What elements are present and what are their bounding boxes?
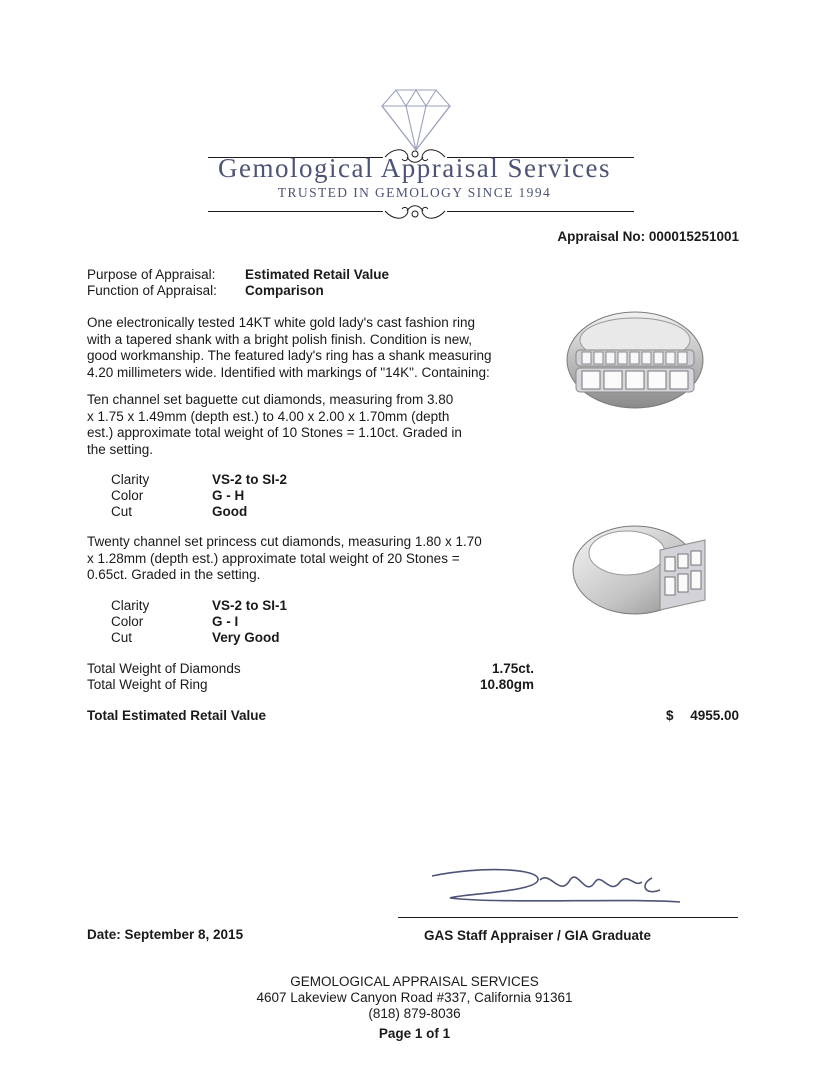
footer-phone: (818) 879-8036 — [368, 1006, 461, 1021]
footer-company: GEMOLOGICAL APPRAISAL SERVICES — [290, 974, 539, 989]
stone1-cut-label: Cut — [111, 504, 133, 519]
ring-photo-front — [560, 300, 710, 420]
stone1-line: est.) approximate total weight of 10 Stones = 1.10ct. Graded in — [87, 425, 462, 440]
stone2-color-label: Color — [111, 614, 144, 629]
stone1-color-label: Color — [111, 488, 144, 503]
total-ring-weight-label: Total Weight of Ring — [87, 677, 208, 692]
total-diamond-weight-label: Total Weight of Diamonds — [87, 661, 241, 676]
diamond-logo-icon — [380, 86, 452, 154]
stone2-description — [87, 534, 482, 584]
stone1-line: x 1.75 x 1.49mm (depth est.) to 4.00 x 2.00 x 1.70mm (depth — [87, 408, 450, 424]
stone2-line: 0.65ct. Graded in the setting. — [87, 567, 261, 582]
purpose-label: Purpose of Appraisal: — [87, 267, 216, 282]
stone1-color-value: G - H — [212, 488, 245, 503]
ring-photo-angle — [565, 515, 715, 625]
total-ring-weight-value: 10.80gm — [479, 677, 534, 692]
stone1-line: the setting. — [87, 441, 154, 457]
appraisal-date: Date: September 8, 2015 — [87, 927, 244, 942]
company-name: Gemological Appraisal Services — [218, 153, 611, 183]
stone2-line: x 1.28mm (depth est.) approximate total weight of 20 Stones = — [87, 550, 460, 566]
function-label: Function of Appraisal: — [87, 283, 217, 298]
stone2-color-value: G - I — [212, 614, 239, 629]
retail-value: 4955.00 — [690, 708, 739, 723]
purpose-value: Estimated Retail Value — [245, 267, 390, 282]
stone1-clarity-label: Clarity — [111, 472, 150, 487]
description-line: 4.20 millimeters wide. Identified with markings of "14K". Containing: — [87, 364, 490, 380]
footer-address: 4607 Lakeview Canyon Road #337, California 91361 — [256, 990, 573, 1005]
stone2-clarity-value: VS-2 to SI-1 — [212, 598, 288, 613]
total-diamond-weight-value: 1.75ct. — [491, 661, 534, 676]
stone1-cut-value: Good — [212, 504, 248, 519]
stone2-cut-label: Cut — [111, 630, 133, 645]
header-rule-bottom-left — [208, 211, 383, 212]
stone1-description — [87, 392, 462, 458]
retail-currency: $ — [666, 708, 674, 723]
header-rule-bottom-right — [447, 211, 634, 212]
appraiser-title: GAS Staff Appraiser / GIA Graduate — [424, 928, 652, 943]
signature-line — [398, 917, 738, 918]
stone2-cut-value: Very Good — [212, 630, 280, 645]
company-tagline: TRUSTED IN GEMOLOGY SINCE 1994 — [277, 185, 552, 200]
appraisal-number: Appraisal No: 000015251001 — [557, 229, 739, 244]
appraiser-signature — [420, 858, 720, 920]
stone1-clarity-value: VS-2 to SI-2 — [212, 472, 288, 487]
scroll-ornament-bottom-icon — [383, 200, 447, 222]
description-line: good workmanship. The featured lady's ring has a shank measuring — [87, 348, 492, 363]
stone2-clarity-label: Clarity — [111, 598, 150, 613]
retail-value-label: Total Estimated Retail Value — [87, 708, 267, 723]
ring-description — [87, 315, 492, 381]
function-value: Comparison — [245, 283, 324, 298]
description-line: with a tapered shank with a bright polish finish. Condition is new, — [87, 331, 472, 347]
description-line: One electronically tested 14KT white gold lady's cast fashion ring — [87, 315, 476, 330]
stone1-line: Ten channel set baguette cut diamonds, measuring from 3.80 — [87, 392, 454, 407]
stone2-line: Twenty channel set princess cut diamonds, measuring 1.80 x 1.70 — [87, 534, 482, 549]
page-number: Page 1 of 1 — [378, 1026, 451, 1041]
